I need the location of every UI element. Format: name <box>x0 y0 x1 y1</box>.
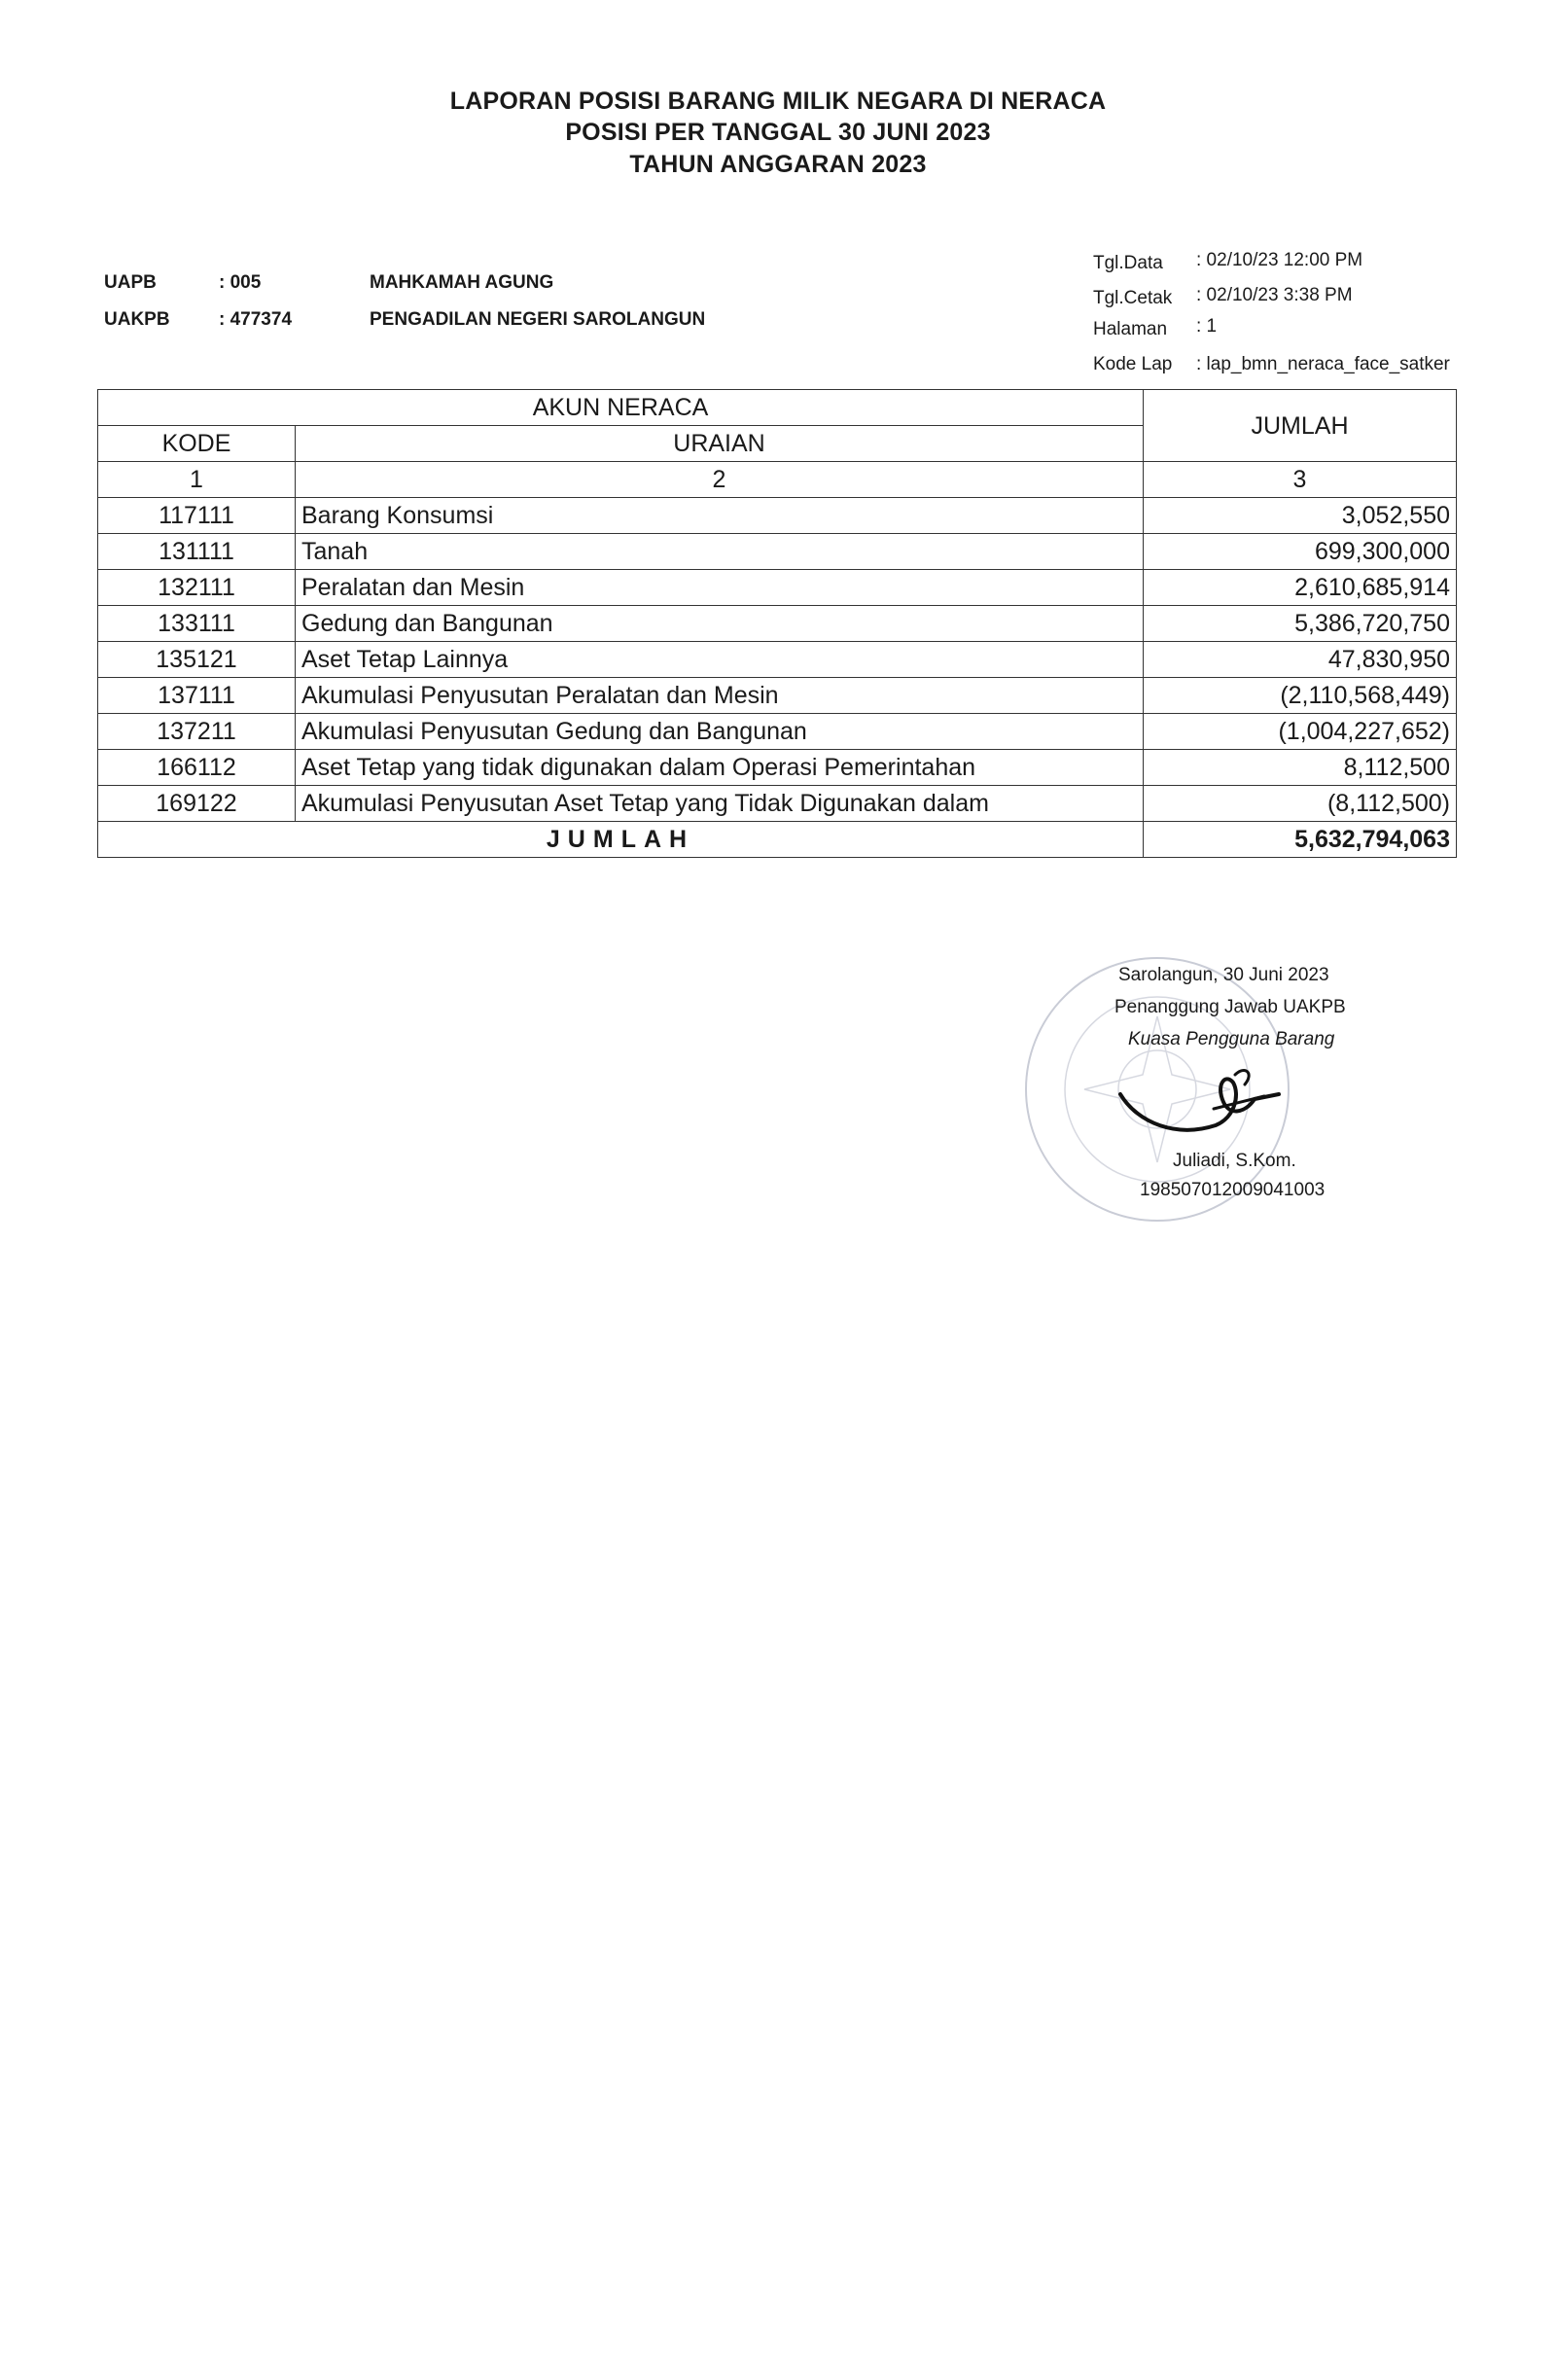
akun-neraca-header: AKUN NERACA <box>98 390 1144 426</box>
tgl-data-label: Tgl.Data <box>1093 253 1163 273</box>
neraca-table <box>97 389 1457 858</box>
handwritten-signature-icon <box>1109 1055 1293 1153</box>
table-row <box>98 642 1457 678</box>
row-jumlah: 2,610,685,914 <box>1144 570 1457 606</box>
table-row <box>98 678 1457 714</box>
row-kode: 137211 <box>98 714 296 750</box>
column-number-1: 1 <box>98 462 296 498</box>
row-jumlah: 5,386,720,750 <box>1144 606 1457 642</box>
table-row <box>98 714 1457 750</box>
total-row <box>98 822 1457 858</box>
row-jumlah: (1,004,227,652) <box>1144 714 1457 750</box>
tgl-cetak-label: Tgl.Cetak <box>1093 288 1173 308</box>
report-title: LAPORAN POSISI BARANG MILIK NEGARA DI NERACA <box>449 88 1107 115</box>
uakpb-code: : 477374 <box>219 309 293 330</box>
uakpb-label: UAKPB <box>104 309 170 330</box>
uapb-code: : 005 <box>219 272 262 293</box>
table-row <box>98 534 1457 570</box>
report-subtitle-year: TAHUN ANGGARAN 2023 <box>629 151 927 178</box>
row-kode: 166112 <box>98 750 296 786</box>
row-kode: 169122 <box>98 786 296 822</box>
row-uraian: Akumulasi Penyusutan Aset Tetap yang Tidak Digunakan dalam <box>296 786 1144 822</box>
uraian-header: URAIAN <box>296 426 1144 462</box>
row-kode: 135121 <box>98 642 296 678</box>
uapb-name: MAHKAMAH AGUNG <box>370 272 554 293</box>
uapb-label: UAPB <box>104 272 157 293</box>
signature-place-date: Sarolangun, 30 Juni 2023 <box>1118 965 1329 985</box>
column-number-3: 3 <box>1144 462 1457 498</box>
table-row <box>98 786 1457 822</box>
row-kode: 117111 <box>98 498 296 534</box>
uakpb-name: PENGADILAN NEGERI SAROLANGUN <box>370 309 706 330</box>
row-uraian: Aset Tetap yang tidak digunakan dalam Operasi Pemerintahan <box>296 750 1144 786</box>
table-row <box>98 570 1457 606</box>
kode-lap-value: : lap_bmn_neraca_face_satker <box>1196 354 1450 374</box>
row-uraian: Gedung dan Bangunan <box>296 606 1144 642</box>
halaman-value: : 1 <box>1196 316 1218 337</box>
row-kode: 131111 <box>98 534 296 570</box>
tgl-data-value: : 02/10/23 12:00 PM <box>1196 250 1363 270</box>
signature-nip: 198507012009041003 <box>1140 1180 1326 1200</box>
row-uraian: Tanah <box>296 534 1144 570</box>
row-uraian: Aset Tetap Lainnya <box>296 642 1144 678</box>
row-jumlah: (2,110,568,449) <box>1144 678 1457 714</box>
row-uraian: Akumulasi Penyusutan Peralatan dan Mesin <box>296 678 1144 714</box>
table-row <box>98 498 1457 534</box>
kode-lap-label: Kode Lap <box>1093 354 1173 374</box>
signature-name: Juliadi, S.Kom. <box>1173 1151 1296 1171</box>
row-uraian: Peralatan dan Mesin <box>296 570 1144 606</box>
row-kode: 132111 <box>98 570 296 606</box>
row-kode: 137111 <box>98 678 296 714</box>
table-row <box>98 750 1457 786</box>
row-jumlah: 47,830,950 <box>1144 642 1457 678</box>
row-uraian: Barang Konsumsi <box>296 498 1144 534</box>
report-subtitle-date: POSISI PER TANGGAL 30 JUNI 2023 <box>565 119 991 146</box>
signature-role: Penanggung Jawab UAKPB <box>1114 997 1346 1017</box>
row-jumlah: 699,300,000 <box>1144 534 1457 570</box>
row-jumlah: (8,112,500) <box>1144 786 1457 822</box>
total-value: 5,632,794,063 <box>1144 822 1457 858</box>
halaman-label: Halaman <box>1093 319 1168 339</box>
signature-role-sub: Kuasa Pengguna Barang <box>1128 1029 1335 1049</box>
row-jumlah: 3,052,550 <box>1144 498 1457 534</box>
row-uraian: Akumulasi Penyusutan Gedung dan Bangunan <box>296 714 1144 750</box>
jumlah-header: JUMLAH <box>1144 390 1457 462</box>
row-kode: 133111 <box>98 606 296 642</box>
total-label: JUMLAH <box>98 822 1144 858</box>
column-number-2: 2 <box>296 462 1144 498</box>
row-jumlah: 8,112,500 <box>1144 750 1457 786</box>
kode-header: KODE <box>98 426 296 462</box>
tgl-cetak-value: : 02/10/23 3:38 PM <box>1196 285 1353 305</box>
table-row <box>98 606 1457 642</box>
